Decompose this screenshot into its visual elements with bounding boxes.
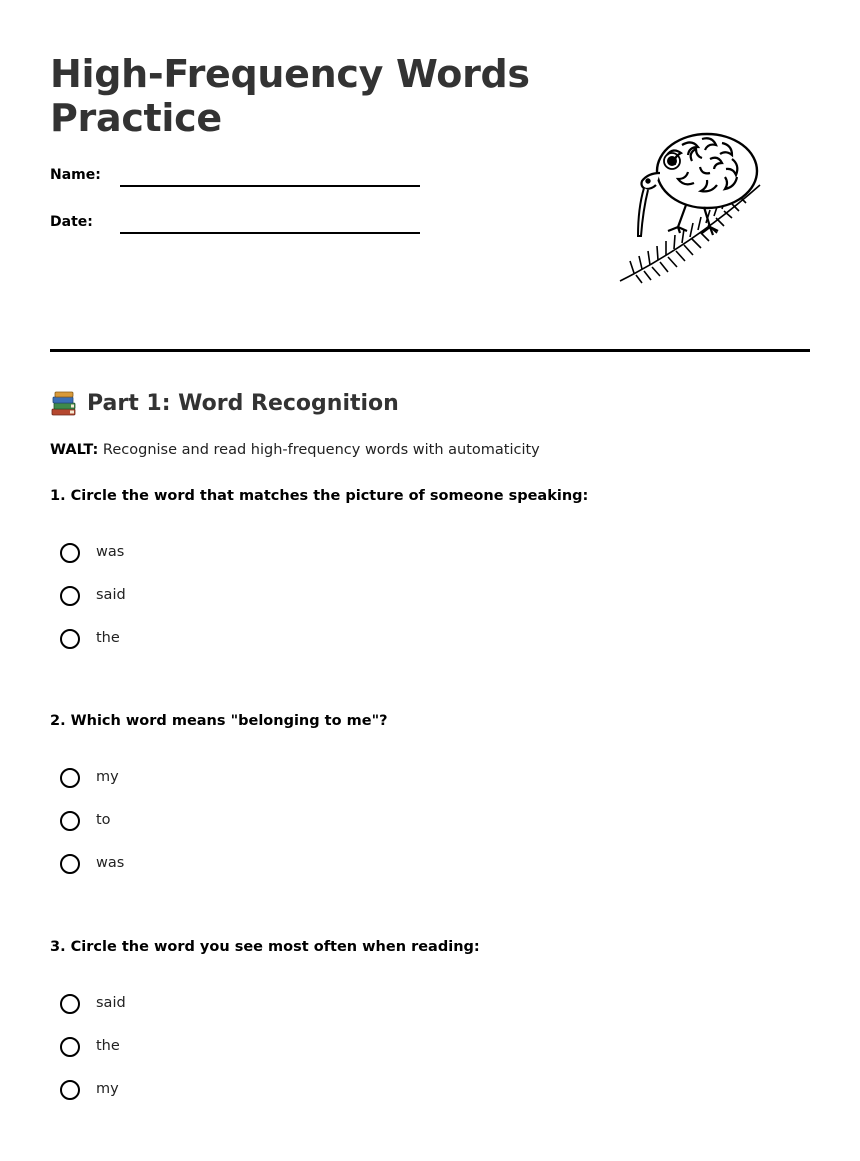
answer-option-label: said (96, 587, 126, 603)
answer-option[interactable] (60, 628, 360, 671)
radio-circle-icon[interactable] (60, 854, 80, 874)
answer-option[interactable] (60, 542, 360, 585)
section-divider (50, 349, 810, 352)
answer-option-label: my (96, 1081, 119, 1097)
name-label: Name: (50, 167, 101, 183)
date-line[interactable] (120, 232, 420, 234)
answer-option-label: to (96, 812, 111, 828)
answer-options (60, 542, 360, 671)
answer-options (60, 993, 360, 1122)
answer-option-label: was (96, 855, 125, 871)
radio-circle-icon[interactable] (60, 543, 80, 563)
name-field[interactable] (50, 165, 430, 195)
answer-option-label: my (96, 769, 119, 785)
answer-option-label: said (96, 995, 126, 1011)
name-line[interactable] (120, 185, 420, 187)
question-prompt: 2. Which word means "belonging to me"? (50, 713, 388, 729)
answer-option-label: the (96, 630, 120, 646)
question-3 (50, 937, 810, 1097)
walt-text: Recognise and read high-frequency words with automaticity (102, 442, 540, 458)
answer-option[interactable] (60, 1079, 360, 1122)
kiwi-fern-icon (582, 125, 772, 290)
question-2 (50, 711, 810, 871)
radio-circle-icon[interactable] (60, 768, 80, 788)
question-prompt: 3. Circle the word you see most often when reading: (50, 939, 480, 955)
walt-key: WALT: (50, 442, 99, 458)
answer-option-label: was (96, 544, 125, 560)
radio-circle-icon[interactable] (60, 1037, 80, 1057)
radio-circle-icon[interactable] (60, 629, 80, 649)
question-prompt: 1. Circle the word that matches the picture of someone speaking: (50, 488, 589, 504)
title-line-2: Practice (50, 96, 222, 140)
kiwi-bird-icon (638, 134, 757, 236)
answer-options (60, 767, 360, 896)
answer-option[interactable] (60, 853, 360, 896)
answer-option[interactable] (60, 1036, 360, 1079)
answer-option[interactable] (60, 585, 360, 628)
page-title (50, 52, 570, 140)
walt-statement (50, 440, 540, 460)
answer-option[interactable] (60, 810, 360, 853)
radio-circle-icon[interactable] (60, 994, 80, 1014)
answer-option[interactable] (60, 993, 360, 1036)
title-line-1: High-Frequency Words (50, 52, 530, 96)
question-1 (50, 486, 810, 646)
section-heading (50, 388, 399, 420)
radio-circle-icon[interactable] (60, 811, 80, 831)
worksheet-page (50, 0, 810, 1161)
radio-circle-icon[interactable] (60, 1080, 80, 1100)
books-icon (50, 391, 77, 417)
radio-circle-icon[interactable] (60, 586, 80, 606)
section-heading-text: Part 1: Word Recognition (87, 391, 399, 416)
answer-option[interactable] (60, 767, 360, 810)
date-field[interactable] (50, 212, 430, 242)
answer-option-label: the (96, 1038, 120, 1054)
date-label: Date: (50, 214, 93, 230)
